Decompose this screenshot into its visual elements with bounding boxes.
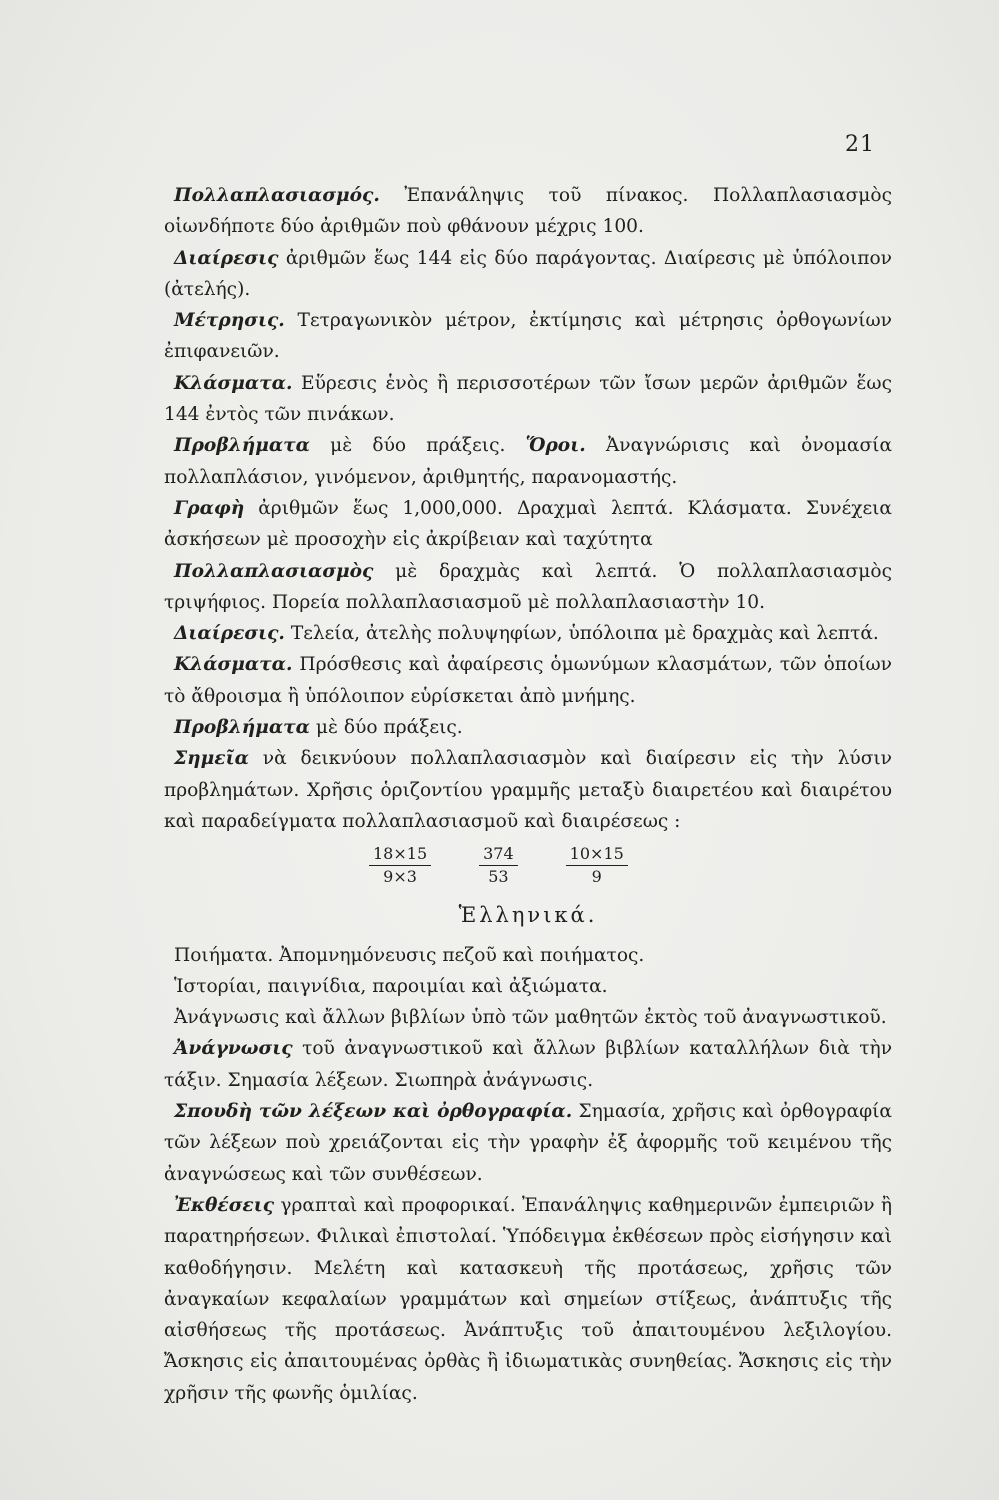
fraction-denominator: 9 <box>591 867 602 887</box>
paragraph-heading: Πολλαπλασιασμὸς <box>174 560 374 582</box>
paragraph-text: γραπταὶ καὶ προφορικαί. Ἐπανάληψις καθημερινῶν ἐμπειριῶν ἢ παρατηρήσεων. Φιλικαὶ ἐπιστολαί. Ὑπόδειγμα ἐκθέσεων πρὸς εἰσήγησιν καὶ καθοδήγησιν. Μελέτη καὶ κατασκευὴ τῆς προτάσεως, χρῆσις τῶν ἀναγκαίων κεφαλαίων γραμμάτων καὶ σημείων στίξεως, ἀνάπτυξις τῆς αἰσθήσεως τῆς προτάσεως. Ἀνάπτυξις τοῦ ἀπαιτουμένου λεξιλογίου. Ἄσκησις εἰς ἀπαιτουμένας ὀρθὰς ἢ ἰδιωματικὰς συνηθείας. Ἄσκησις εἰς τὴν χρῆσιν τῆς φωνῆς ὁμιλίας. <box>164 1194 892 1404</box>
paragraph-heading: Γραφὴ <box>174 497 245 519</box>
paragraph-text: Σημασία, χρῆσις καὶ ὀρθογραφία τῶν λέξεων ποὺ χρειάζονται εἰς τὴν γραφὴν ἐξ ἀφορμῆς τοῦ κειμένου τῆς ἀναγνώσεως καὶ τῶν συνθέσεων. <box>164 1101 892 1185</box>
paragraph-text: Τετραγωνικὸν μέτρον, ἐκτίμησις καὶ μέτρησις ὀρθογωνίων ἐπιφανειῶν. <box>164 310 892 363</box>
paragraph-heading: Προβλήματα <box>174 435 310 457</box>
paragraph-text: μὲ δύο πράξεις. <box>315 717 463 739</box>
paragraph-reading <box>164 1033 892 1096</box>
fraction-denominator: 9×3 <box>383 867 417 887</box>
paragraph-other-books <box>164 1002 892 1033</box>
paragraph-text: ἀριθμῶν ἕως 1,000,000. Δραχμαὶ λεπτά. Κλάσματα. Συνέχεια ἀσκήσεων μὲ προσοχὴν εἰς ἀκρίβειαν καὶ ταχύτητα <box>164 497 892 551</box>
paragraph-heading: Προβλήματα <box>174 717 310 739</box>
section-title-greek: Ἑλληνικά. <box>458 903 598 928</box>
paragraph-text: Ἀνάγνωσις καὶ ἄλλων βιβλίων ὑπὸ τῶν μαθητῶν ἐκτὸς τοῦ ἀναγνωστικοῦ. <box>174 1007 887 1029</box>
fraction-denominator: 53 <box>488 867 509 887</box>
paragraph-division <box>164 243 892 306</box>
paragraph-problems-terms <box>164 430 892 493</box>
fraction-example <box>369 843 431 888</box>
fraction-example <box>566 843 628 888</box>
paragraph-text: μὲ δύο πράξεις. <box>330 435 506 457</box>
paragraph-heading: Πολλαπλασιασμός. <box>174 185 380 206</box>
paragraph-heading: Ἐκθέσεις <box>174 1194 275 1216</box>
paragraph-fractions <box>164 368 892 431</box>
paragraph-heading-terms: Ὅροι. <box>525 435 586 457</box>
text-body <box>164 180 892 1409</box>
paragraph-fractions-2 <box>164 649 892 712</box>
fraction-numerator: 10×15 <box>566 843 628 866</box>
paragraph-signs <box>164 743 892 837</box>
paragraph-measurement <box>164 305 892 368</box>
paragraph-heading: Μέτρησις. <box>174 310 285 332</box>
paragraph-text: τοῦ ἀναγνωστικοῦ καὶ ἄλλων βιβλίων καταλλήλων διὰ τὴν τάξιν. Σημασία λέξεων. Σιωπηρὰ ἀνάγνωσις. <box>164 1038 892 1091</box>
paragraph-problems-2 <box>164 712 892 743</box>
paragraph-heading: Διαίρεσις. <box>174 623 285 645</box>
paragraph-heading: Ἀνάγνωσις <box>174 1038 293 1060</box>
paragraph-text: νὰ δεικνύουν πολλαπλασιασμὸν καὶ διαίρεσιν εἰς τὴν λύσιν προβλημάτων. Χρῆσις ὁριζοντίου γραμμῆς μεταξὺ διαιρετέου καὶ διαιρέτου καὶ παραδείγματα πολλαπλασιασμοῦ καὶ διαιρέσεως : <box>164 748 892 832</box>
paragraph-essays <box>164 1190 892 1409</box>
paragraph-writing <box>164 493 892 556</box>
paragraph-heading: Κλάσματα. <box>174 654 293 676</box>
fraction-numerator: 374 <box>479 843 518 866</box>
paragraph-text: Ἐπανάληψις τοῦ πίνακος. Πολλαπλασιασμὸς οἱωνδήποτε δύο ἀριθμῶν ποὺ φθάνουν μέχρις 100. <box>164 185 892 238</box>
paragraph-heading: Σπουδὴ τῶν λέξεων καὶ ὀρθογραφία. <box>174 1101 573 1123</box>
fraction-examples <box>369 843 892 888</box>
paragraph-text: Τελεία, ἀτελὴς πολυψηφίων, ὑπόλοιπα μὲ δραχμὰς καὶ λεπτά. <box>290 623 879 645</box>
paragraph-heading: Σημεῖα <box>174 748 249 770</box>
paragraph-text: ἀριθμῶν ἕως 144 εἰς δύο παράγοντας. Διαίρεσις μὲ ὑπόλοιπον (ἀτελής). <box>164 247 892 300</box>
paragraph-multiplication-money <box>164 556 892 619</box>
paragraph-text: Ἱστορίαι, παιγνίδια, παροιμίαι καὶ ἀξιώματα. <box>174 975 608 997</box>
paragraph-text: Εὕρεσις ἑνὸς ἢ περισσοτέρων τῶν ἴσων μερῶν ἀριθμῶν ἕως 144 ἐντὸς τῶν πινάκων. <box>164 372 892 426</box>
paragraph-multiplication <box>164 180 892 243</box>
paragraph-poems <box>164 940 892 971</box>
fraction-example <box>479 843 518 888</box>
paragraph-stories <box>164 971 892 1002</box>
paragraph-spelling <box>164 1096 892 1190</box>
paragraph-text: Πρόσθεσις καὶ ἀφαίρεσις ὁμωνύμων κλασμάτων, τῶν ὁποίων τὸ ἄθροισμα ἢ ὑπόλοιπον εὑρίσκεται ἀπὸ μνήμης. <box>164 654 892 707</box>
paragraph-heading: Κλάσματα. <box>174 372 293 394</box>
paragraph-text: μὲ δραχμὰς καὶ λεπτά. Ὁ πολλαπλασιασμὸς τριψήφιος. Πορεία πολλαπλασιασμοῦ μὲ πολλαπλασιαστὴν 10. <box>164 560 892 613</box>
fraction-numerator: 18×15 <box>369 843 431 866</box>
page-number: 21 <box>845 132 875 157</box>
paragraph-text-terms: Ἀναγνώρισις καὶ ὀνομασία πολλαπλάσιον, γινόμενον, ἀριθμητής, παρανομαστής. <box>164 435 892 488</box>
paragraph-text: Ποιήματα. Ἀπομνημόνευσις πεζοῦ καὶ ποιήματος. <box>174 944 645 966</box>
paragraph-heading: Διαίρεσις <box>174 247 279 269</box>
paragraph-division-2 <box>164 618 892 649</box>
